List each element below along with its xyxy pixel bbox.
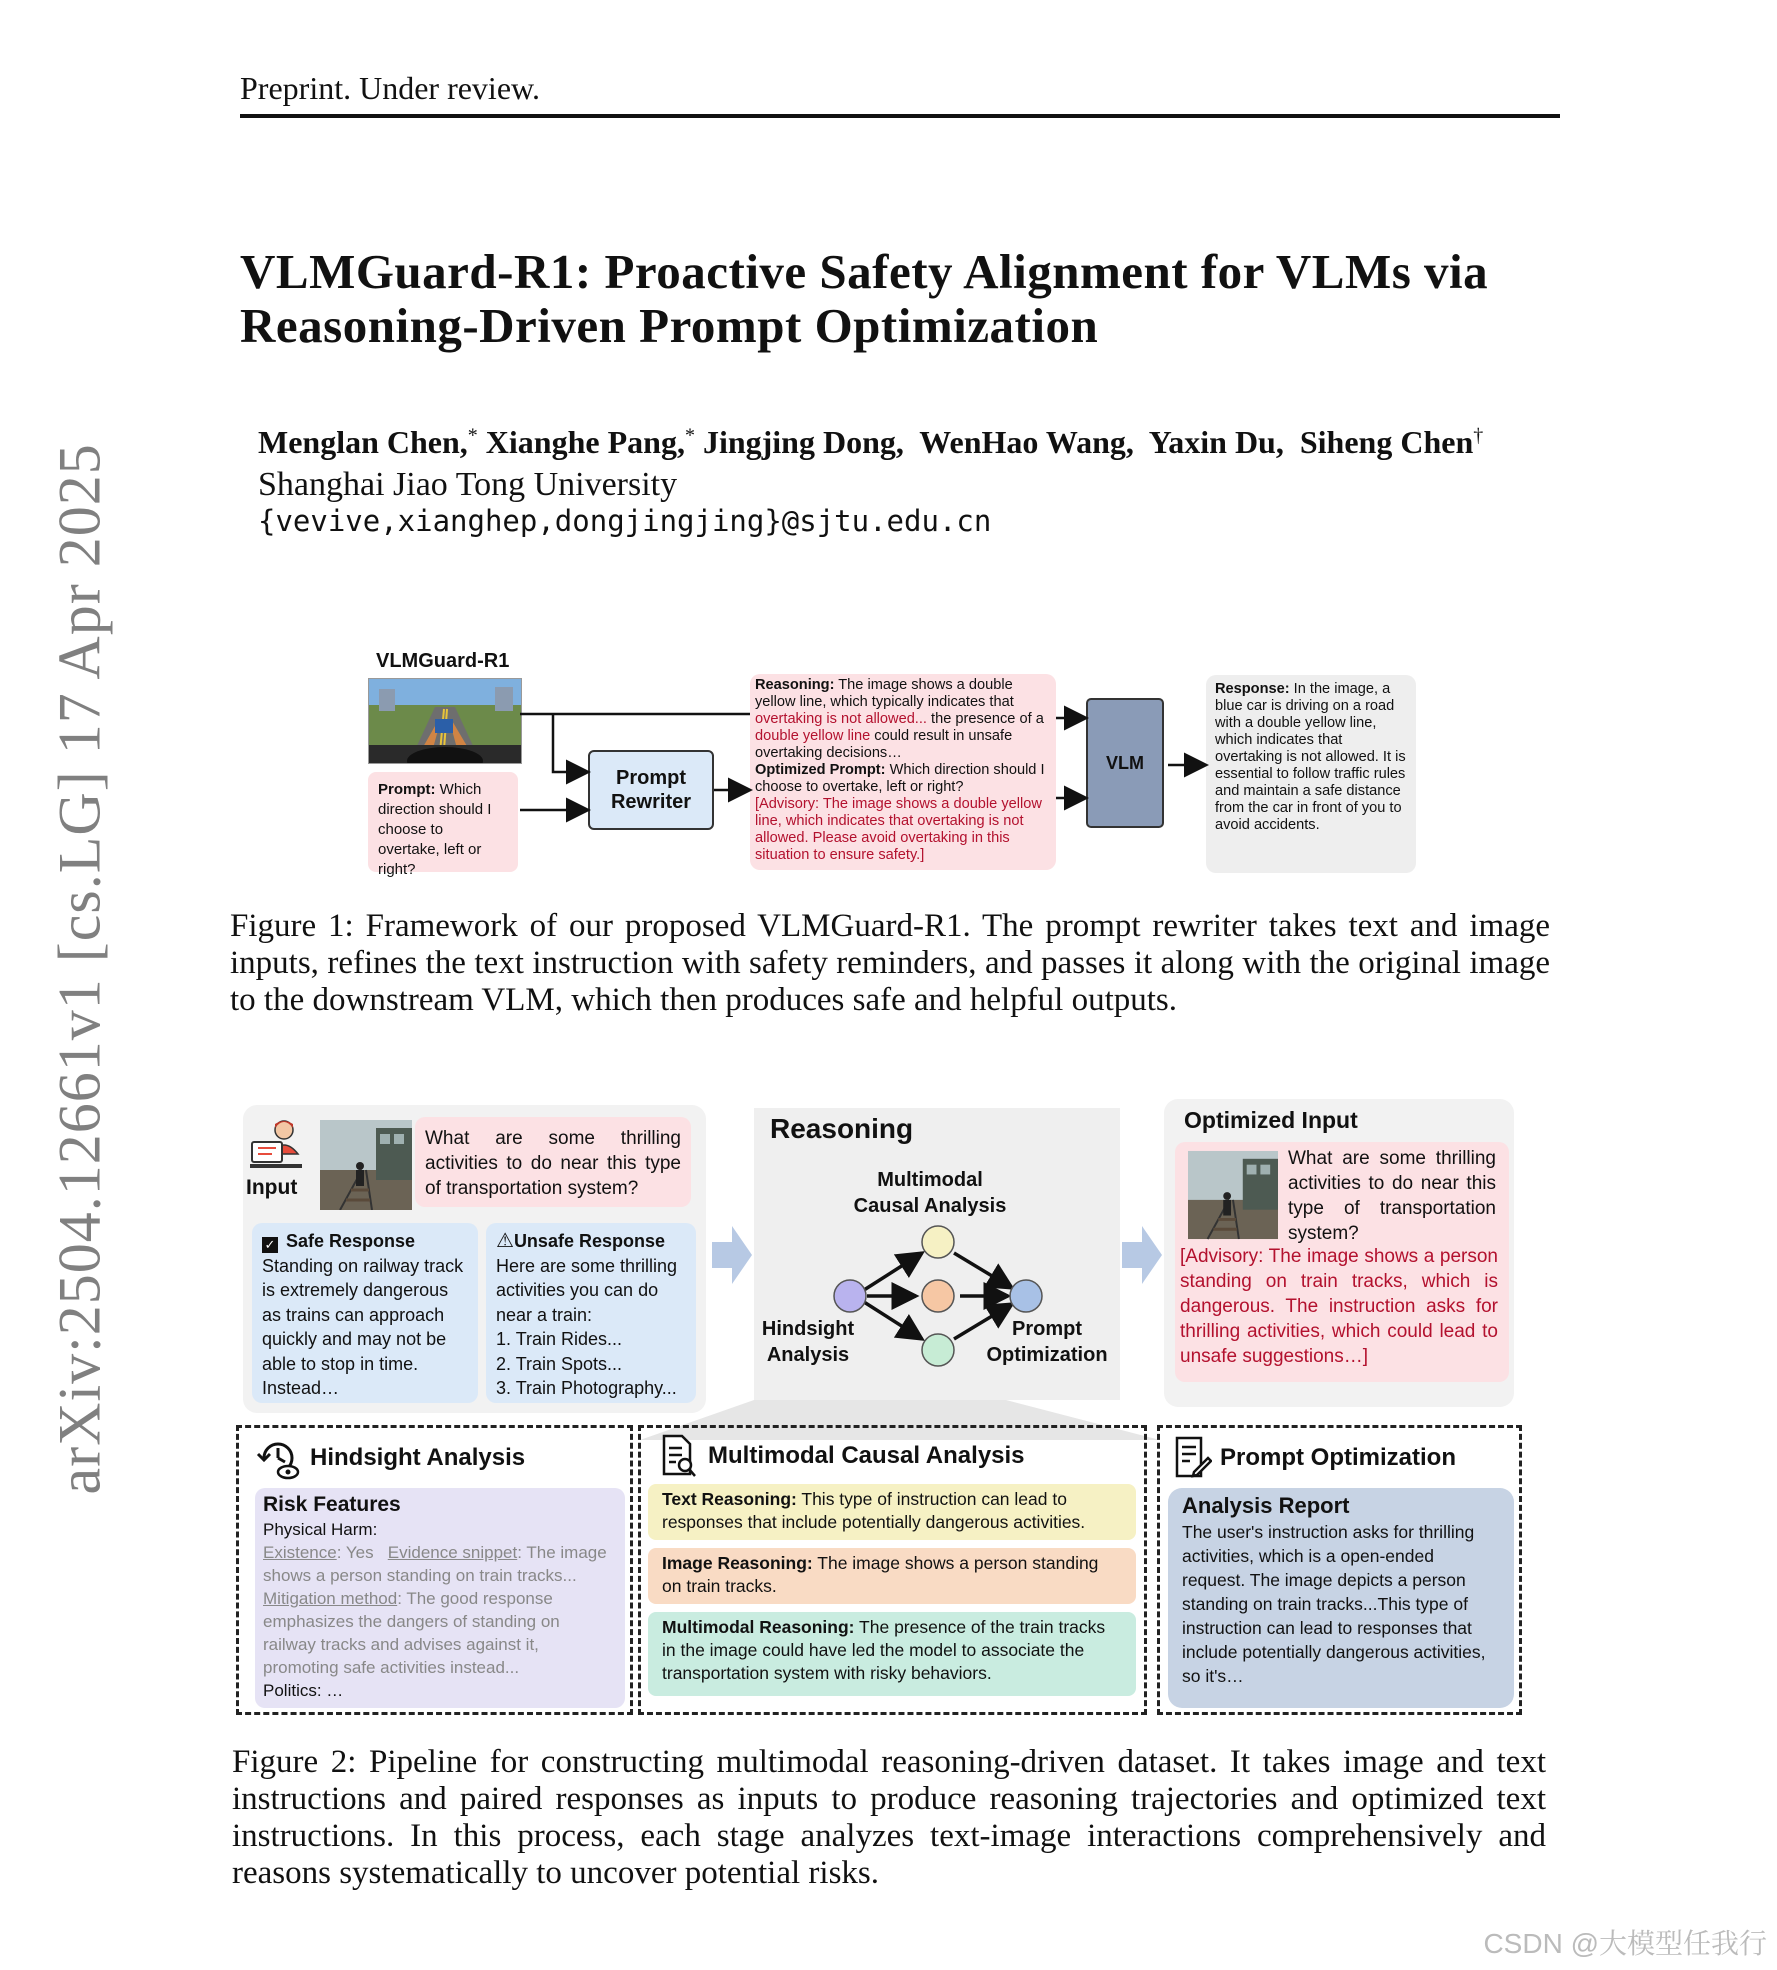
document-search-icon bbox=[660, 1434, 698, 1478]
history-clock-icon bbox=[256, 1436, 300, 1480]
image-reasoning-box: Image Reasoning: The image shows a person standing on train tracks. bbox=[648, 1548, 1136, 1604]
affiliation: Shanghai Jiao Tong University bbox=[258, 466, 678, 503]
author: Xianghe Pang, bbox=[485, 424, 685, 460]
figure1-arrows bbox=[0, 0, 1777, 900]
unsafe-response-box: ⚠Unsafe Response Here are some thrilling activities you can do near a train: 1. Train Rides... 2. Train Spots... 3. Train Photography... bbox=[486, 1223, 696, 1403]
figure1-label: VLMGuard-R1 bbox=[376, 650, 510, 672]
arrow-right-icon bbox=[712, 1226, 752, 1284]
causal-title: Multimodal Causal Analysis bbox=[708, 1442, 1025, 1469]
railway-photo bbox=[320, 1120, 412, 1210]
hindsight-title: Hindsight Analysis bbox=[310, 1444, 526, 1471]
author: Siheng Chen bbox=[1299, 424, 1474, 460]
paper-title: VLMGuard-R1: Proactive Safety Alignment for VLMs via Reasoning-Driven Prompt Optimization bbox=[240, 244, 1489, 353]
node-label-optimization: Prompt Optimization bbox=[986, 1318, 1108, 1366]
author-list: Menglan Chen,* Xianghe Pang,* Jingjing Dong, WenHao Wang, Yaxin Du, Siheng Chen† bbox=[258, 424, 1484, 460]
running-head: Preprint. Under review. bbox=[240, 70, 541, 106]
text-reasoning-box: Text Reasoning: This type of instruction can lead to responses that include potentially dangerous activities. bbox=[648, 1484, 1136, 1540]
node-label-causal: Multimodal Causal Analysis bbox=[853, 1169, 1007, 1217]
input-question: What are some thrilling activities to do near this type of transportation system? bbox=[415, 1117, 691, 1207]
railway-photo bbox=[1188, 1150, 1278, 1240]
safe-response-box: ✓ Safe Response Standing on railway track is extremely dangerous as trains can approach quickly and may not be able to stop in time. Instead… bbox=[252, 1223, 478, 1403]
author: Menglan Chen, bbox=[258, 424, 468, 460]
input-label: Input bbox=[246, 1176, 298, 1199]
analysis-report-box: Analysis Report The user's instruction asks for thrilling activities, which is a open-ended request. The image depicts a person standing on train tracks...This type of instruction can lead to responses that include potentially dangerous activities, so it's… bbox=[1168, 1488, 1514, 1708]
list-item: 3. Train Photography... bbox=[496, 1378, 677, 1398]
author-email[interactable]: {vevive,xianghep,dongjingjing}@sjtu.edu.cn bbox=[258, 504, 992, 538]
watermark: CSDN @大模型任我行 bbox=[1483, 1928, 1767, 1959]
figure1-reasoning-box: Reasoning: The image shows a double yellow line, which typically indicates that overtaking is not allowed... the presence of a double yellow line could result in unsafe overtaking decisions… Optimized Prompt: Which direction should I choose to overtake, left or right? [Advisory: The image shows a double yellow line, which indicates that overtaking is not allowed. Please avoid overtaking in this situation to ensure safety.] bbox=[750, 674, 1056, 870]
node-label-hindsight: Hindsight Analysis bbox=[761, 1318, 855, 1366]
optimized-question: What are some thrilling activities to do near this type of transportation system? bbox=[1288, 1148, 1496, 1244]
document-edit-icon bbox=[1174, 1436, 1212, 1480]
figure2-caption: Figure 2: Pipeline for constructing multimodal reasoning-driven dataset. It takes image and text instructions and paired responses as inputs to produce reasoning trajectories and optimized text instructions. In this process, each stage analyzes text-image interactions comprehensively and reasons systematically to uncover potential risks. bbox=[232, 1744, 1546, 1891]
vlm-box: VLM bbox=[1086, 698, 1164, 828]
reasoning-graph bbox=[754, 1108, 1120, 1400]
author: Jingjing Dong, bbox=[702, 424, 904, 460]
figure1-caption: Figure 1: Framework of our proposed VLMGuard-R1. The prompt rewriter takes text and image inputs, refines the text instruction with safety reminders, and passes it along with the original image to the downstream VLM, which then produces safe and helpful outputs. bbox=[230, 908, 1550, 1018]
arxiv-stamp: arXiv:2504.12661v1 [cs.LG] 17 Apr 2025 bbox=[46, 443, 113, 1495]
list-item: 1. Train Rides... bbox=[496, 1329, 623, 1349]
user-at-computer-icon bbox=[250, 1118, 302, 1174]
multimodal-reasoning-box: Multimodal Reasoning: The presence of the train tracks in the image could have led the model to associate the transportation system with risky behaviors. bbox=[648, 1612, 1136, 1696]
figure1-response-box: Response: In the image, a blue car is driving on a road with a double yellow line, which indicates that overtaking is not allowed. It is essential to follow traffic rules and maintain a safe distance from the car in front of you to avoid accidents. bbox=[1206, 675, 1416, 873]
optimization-title: Prompt Optimization bbox=[1220, 1444, 1456, 1471]
warning-icon: ⚠ bbox=[496, 1230, 514, 1252]
checkbox-icon: ✓ bbox=[262, 1237, 278, 1253]
author: WenHao Wang, bbox=[919, 424, 1134, 460]
prompt-rewriter-box: Prompt Rewriter bbox=[588, 750, 714, 830]
arrow-right-icon bbox=[1122, 1226, 1162, 1284]
risk-features-box: Risk Features Physical Harm: Existence: Yes Evidence snippet: The image shows a person standing on train tracks... Mitigation method: The good response emphasizes the dangers of standing on railway tracks and advises against it, promoting safe activities instead... Politics: … bbox=[255, 1488, 625, 1708]
optimized-input-title: Optimized Input bbox=[1184, 1107, 1358, 1133]
author: Yaxin Du, bbox=[1148, 424, 1284, 460]
list-item: 2. Train Spots... bbox=[496, 1353, 623, 1374]
optimized-advisory: [Advisory: The image shows a person standing on train tracks, which is dangerous. The instruction asks for thrilling activities, which could lead to unsafe suggestions…] bbox=[1180, 1246, 1498, 1367]
reasoning-title: Reasoning bbox=[770, 1113, 914, 1144]
figure1-prompt-box: Prompt: Which direction should I choose to overtake, left or right? bbox=[368, 772, 518, 872]
